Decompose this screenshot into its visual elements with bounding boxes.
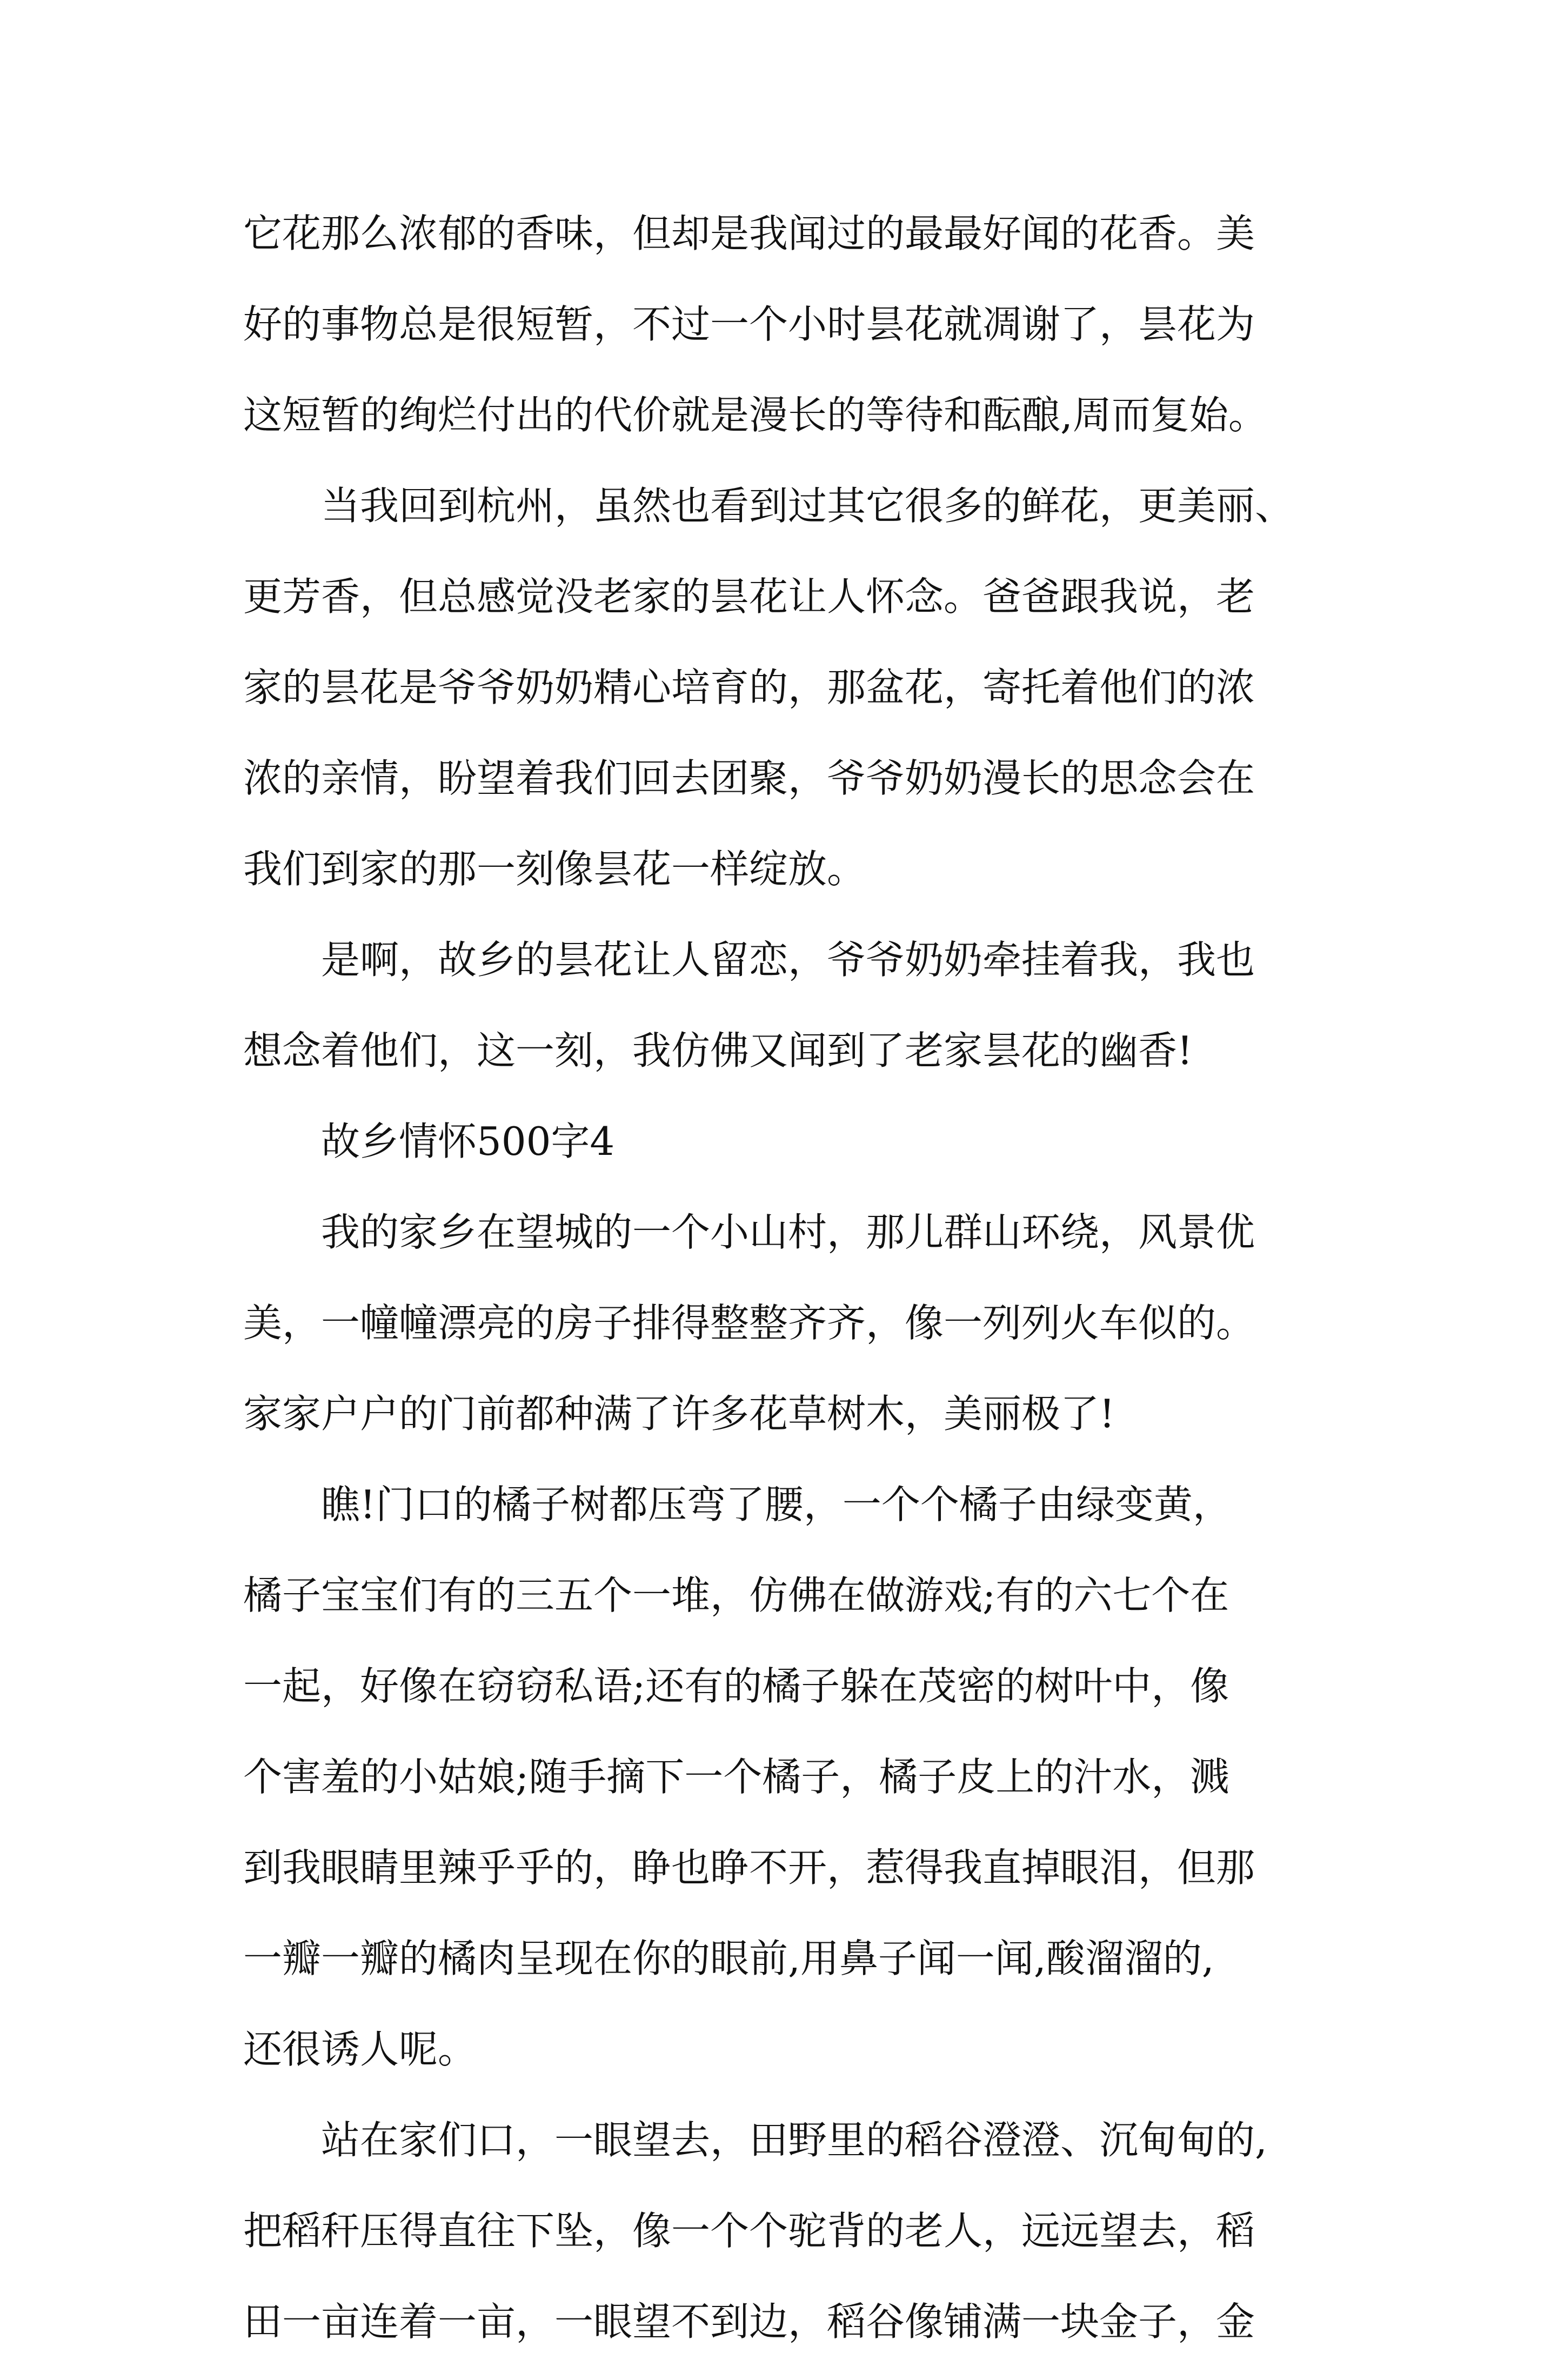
text-line: 我们到家的那一刻像昙花一样绽放。 bbox=[243, 846, 866, 892]
paragraph-start-line: 当我回到杭州，虽然也看到过其它很多的鲜花，更美丽、 bbox=[321, 483, 1294, 529]
paragraph-start-line: 瞧!门口的橘子树都压弯了腰，一个个橘子由绿变黄， bbox=[321, 1482, 1232, 1527]
paragraph-start-line: 是啊，故乡的昙花让人留恋，爷爷奶奶牵挂着我，我也 bbox=[321, 937, 1255, 982]
text-line: 到我眼睛里辣乎乎的，睁也睁不开，惹得我直掉眼泪，但那 bbox=[243, 1845, 1255, 1890]
text-line: 浓的亲情，盼望着我们回去团聚，爷爷奶奶漫长的思念会在 bbox=[243, 756, 1255, 801]
text-line: 还很诱人呢。 bbox=[243, 2027, 477, 2072]
text-line: 田一亩连着一亩，一眼望不到边，稻谷像铺满一块金子，金 bbox=[243, 2299, 1255, 2344]
section-heading: 故乡情怀500字4 bbox=[321, 1119, 615, 1164]
text-line: 把稻秆压得直往下坠，像一个个驼背的老人，远远望去，稻 bbox=[243, 2208, 1255, 2254]
paragraph-start-line: 我的家乡在望城的一个小山村，那儿群山环绕，风景优 bbox=[321, 1209, 1255, 1255]
text-line: 一瓣一瓣的橘肉呈现在你的眼前,用鼻子闻一闻,酸溜溜的, bbox=[243, 1936, 1214, 1981]
text-line: 橘子宝宝们有的三五个一堆，仿佛在做游戏;有的六七个在 bbox=[243, 1573, 1229, 1618]
text-line: 好的事物总是很短暂，不过一个小时昙花就凋谢了，昙花为 bbox=[243, 302, 1255, 347]
text-line: 更芳香，但总感觉没老家的昙花让人怀念。爸爸跟我说，老 bbox=[243, 574, 1255, 619]
paragraph-start-line: 站在家们口，一眼望去，田野里的稻谷澄澄、沉甸甸的, bbox=[321, 2117, 1267, 2163]
text-line: 它花那么浓郁的香味，但却是我闻过的最最好闻的花香。美 bbox=[243, 211, 1255, 256]
text-line: 美，一幢幢漂亮的房子排得整整齐齐，像一列列火车似的。 bbox=[243, 1300, 1255, 1346]
text-line: 家家户户的门前都种满了许多花草树木，美丽极了! bbox=[243, 1391, 1115, 1436]
text-line: 一起，好像在窃窃私语;还有的橘子躲在茂密的树叶中，像 bbox=[243, 1663, 1229, 1709]
text-line: 这短暂的绚烂付出的代价就是漫长的等待和酝酿,周而复始。 bbox=[243, 392, 1267, 438]
document-body bbox=[243, 201, 1411, 2380]
text-line: 个害羞的小姑娘;随手摘下一个橘子，橘子皮上的汁水，溅 bbox=[243, 1754, 1229, 1800]
text-line: 想念着他们，这一刻，我仿佛又闻到了老家昙花的幽香! bbox=[243, 1028, 1193, 1073]
text-line: 家的昙花是爷爷奶奶精心培育的，那盆花，寄托着他们的浓 bbox=[243, 665, 1255, 710]
